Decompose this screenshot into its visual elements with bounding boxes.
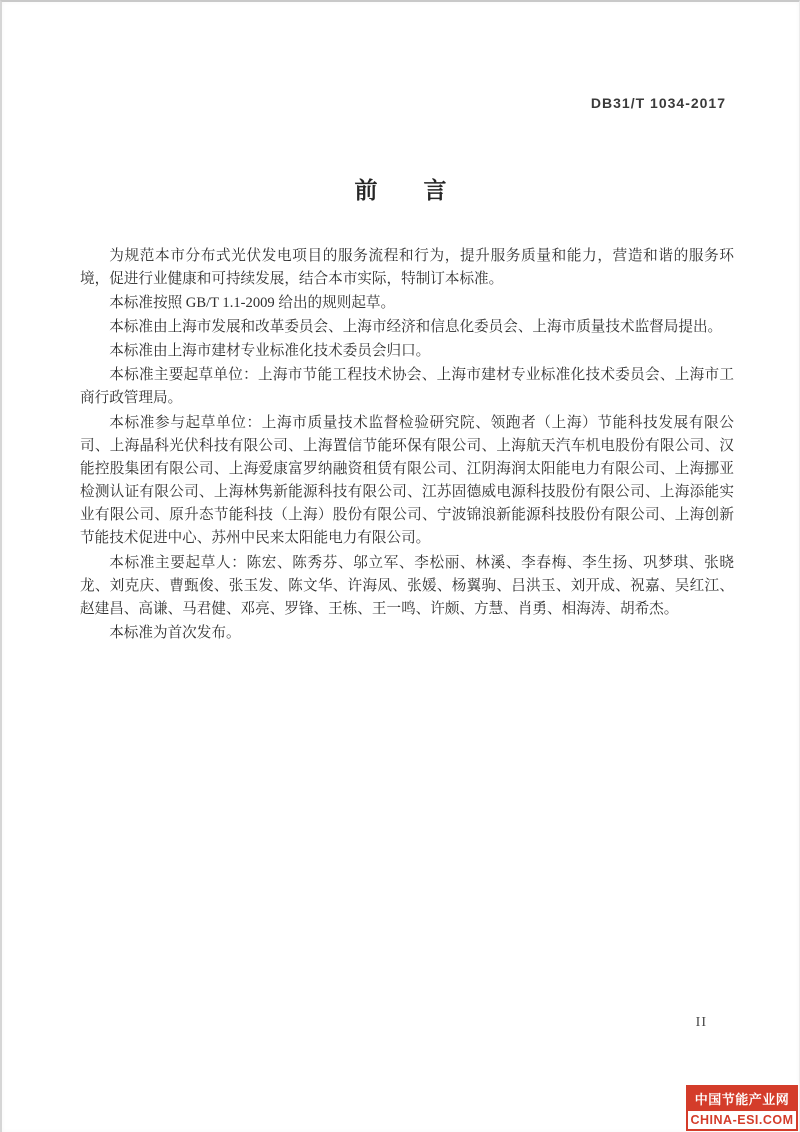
watermark-site-url: CHINA-ESI.COM	[686, 1111, 798, 1131]
foreword-body	[80, 245, 734, 646]
watermark-badge	[686, 1085, 798, 1131]
foreword-paragraph-first-release: 本标准为首次发布。	[109, 625, 241, 641]
foreword-paragraph-drafting-rules: 本标准按照 GB/T 1.1-2009 给出的规则起草。	[109, 295, 396, 311]
standard-code: DB31/T 1034-2017	[590, 95, 726, 111]
page-number: II	[695, 1015, 707, 1030]
foreword-paragraph-drafters: 本标准主要起草人：陈宏、陈秀芬、邬立军、李松丽、林溪、李春梅、李生扬、巩梦琪、张晓龙、刘克庆、曹甄俊、张玉发、陈文华、许海凤、张媛、杨翼驹、吕洪玉、刘开成、祝嘉、吴红江、赵建昌、高谦、马君健、邓亮、罗锋、王栋、王一鸣、许颇、方慧、肖勇、相海涛、胡希杰。	[80, 555, 734, 617]
foreword-paragraph-proposed-by: 本标准由上海市发展和改革委员会、上海市经济和信息化委员会、上海市质量技术监督局提出。	[109, 319, 723, 335]
foreword-paragraph-participating-units: 本标准参与起草单位：上海市质量技术监督检验研究院、领跑者（上海）节能科技发展有限公司、上海晶科光伏科技有限公司、上海置信节能环保有限公司、上海航天汽车机电股份有限公司、汉能控股集团有限公司、上海爱康富罗纳融资租赁有限公司、江阴海润太阳能电力有限公司、上海挪亚检测认证有限公司、上海林隽新能源科技有限公司、江苏固德威电源科技股份有限公司、上海添能实业有限公司、原升态节能科技（上海）股份有限公司、宁波锦浪新能源科技股份有限公司、上海创新节能技术促进中心、苏州中民来太阳能电力有限公司。	[80, 415, 734, 546]
watermark-site-name: 中国节能产业网	[686, 1085, 798, 1111]
foreword-paragraph-scope: 为规范本市分布式光伏发电项目的服务流程和行为，提升服务质量和能力，营造和谐的服务环境，促进行业健康和可持续发展，结合本市实际，特制订本标准。	[80, 248, 734, 287]
foreword-paragraph-centralized-by: 本标准由上海市建材专业标准化技术委员会归口。	[109, 343, 431, 359]
page-title: 前 言	[354, 178, 447, 203]
foreword-paragraph-main-drafting-units: 本标准主要起草单位：上海市节能工程技术协会、上海市建材专业标准化技术委员会、上海市工商行政管理局。	[80, 367, 734, 406]
